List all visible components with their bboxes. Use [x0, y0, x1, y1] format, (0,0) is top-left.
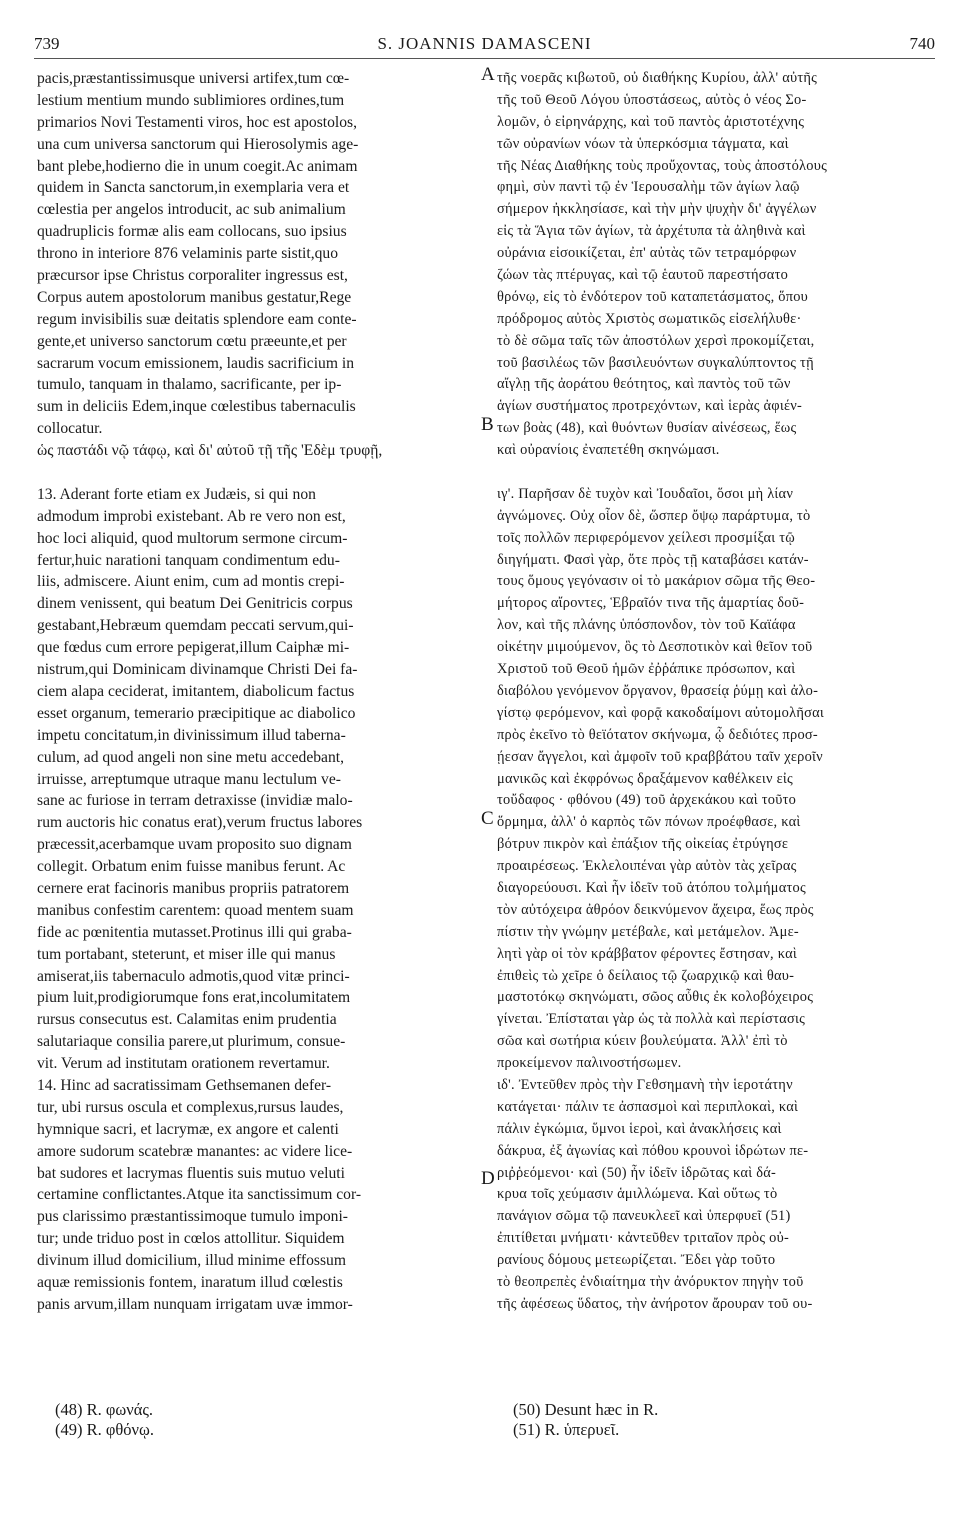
running-title: S. JOANNIS DAMASCENI: [377, 34, 592, 53]
text-line: collocatur.: [37, 420, 103, 438]
section-marker-b: B: [481, 414, 494, 435]
footnote: (51) R. ὑπερυεῖ.: [513, 1420, 620, 1439]
text-line: βότρυν πικρὸν καὶ ἐπάξιον τῆς οἰκείας ἐτρύγησε: [497, 836, 789, 853]
section-marker-a: A: [481, 64, 495, 85]
latin-column: [37, 68, 473, 1316]
text-line: pium luit,prodigiorumque fons erat,incolumitatem: [37, 989, 351, 1007]
text-line: διαγορεύουσι. Καὶ ἦν ἰδεῖν τοῦ ἀτόπου τολμήματος: [497, 879, 806, 896]
text-line: μαστοτόκῳ σκηνώματι, σῶος αὖθις ἐκ κολοβόχειρος: [497, 989, 814, 1006]
text-line: Χριστοῦ τοῦ Θεοῦ ἡμῶν ἐῤῥάπικε πρόσωπον, καὶ: [497, 661, 796, 678]
text-line: tur; unde triduo post in cœlos attollitur. Siquidem: [37, 1230, 345, 1248]
text-line: οἰκέτην μιμούμενον, ὃς τὸ Δεσποτικὸν καὶ θεῖον τοῦ: [497, 639, 813, 656]
text-line: irruisse, arreptumque utraque manu lectulum ve-: [37, 770, 341, 788]
page-header: [34, 34, 935, 59]
text-line: gestabant,Hebræum quemdam peccati servum,qui-: [37, 617, 354, 635]
page-number-right: 740: [909, 34, 935, 53]
text-line: εἰς τὰ Ἅγια τῶν ἁγίων, τὰ ἀρχέτυπα τὰ ἀληθινὰ καὶ: [497, 223, 806, 240]
text-line: panis arvum,illam nunquam irrigatam uvæ immor-: [37, 1295, 353, 1313]
text-line: ἀγνώμονες. Οὐχ οἷον δὲ, ὥσπερ ὄψῳ παράρτυμα, τὸ: [497, 507, 811, 524]
text-line: δάκρυα, ἐξ ἀγωνίας καὶ πόθου κρουνοὶ ἱδρώτων πε-: [497, 1142, 809, 1159]
text-line: pacis,præstantissimusque universi artifex,tum cœ-: [37, 70, 350, 87]
text-line: tur, ubi rursus oscula et complexus,rursus laudes,: [37, 1098, 344, 1116]
text-line: κατάγεται· πάλιν τε ἀσπασμοὶ καὶ περιπλοκαὶ, καὶ: [497, 1098, 799, 1115]
text-line: ἁγίων συστήματος προτρεχόντων, καὶ ἱερὰς ἀφιέν-: [497, 398, 803, 415]
text-line: τῆς τοῦ Θεοῦ Λόγου ὑποστάσεως, αὐτὸς ὁ νέος Σο-: [497, 91, 807, 108]
text-line: tumulo, tanquam in thalamo, sacrificante, per ip-: [37, 376, 342, 394]
text-line: προκείμενον παλινοστήσωμεν.: [497, 1055, 682, 1072]
footnote: (49) R. φθόνῳ.: [55, 1420, 154, 1439]
page-number-left: 739: [34, 34, 60, 53]
text-line: salutariaque consilia parere,ut plurimum, consue-: [37, 1033, 346, 1051]
text-line: ιγ'. Παρῆσαν δὲ τυχὸν καὶ Ἰουδαῖοι, ὅσοι μὴ λίαν: [497, 485, 794, 502]
text-line: ciem alapa ceciderat, imitantem, diabolicum factus: [37, 682, 355, 700]
text-line: πανάγιον σῶμα τῷ πανευκλεεῖ καὶ ὑπερφυεῖ (51): [497, 1208, 791, 1225]
text-line: μανικῶς καὶ ἐκφρόνως δραξάμενον καθέλκειν εἰς: [497, 770, 793, 787]
text-line: hymnique sacri, et lacrymæ, ex angore et calenti: [37, 1120, 339, 1138]
footnotes-right: [513, 1400, 658, 1440]
text-line: fide ac pœnitentia mutasset.Protinus illi qui graba-: [37, 923, 352, 941]
text-line: τὸ θεοπρεπὲς ἐνδιαίτημα τὴν ἀνόρυκτον πηγὴν τοῦ: [497, 1273, 804, 1290]
text-line: esset organum, temerario præcipitique ac diabolico: [37, 704, 356, 722]
text-line: aquæ remissionis fontem, inaratum illud cœlestis: [37, 1273, 343, 1291]
text-line: liis, admiscere. Aiunt enim, cum ad montis crepi-: [37, 573, 345, 591]
text-line: λητὶ γὰρ οἱ τὸν κράββατον φέροντες ἔστησαν, καὶ: [497, 945, 798, 962]
text-line: πρόδρομος αὐτὸς Χριστὸς σωματικῶς εἰσελήλυθε·: [497, 310, 802, 327]
text-line: quadruplicis formæ alis eam collocans, suo ipsius: [37, 223, 347, 241]
text-line: vit. Verum ad institutam orationem revertamur.: [37, 1055, 330, 1073]
text-line: οὐράνια εἰσοικίζεται, ἐπ' αὐτὰς τῶν τετραμόρφων: [497, 245, 797, 262]
text-line: sacrarum vocum emissionem, laudis sacrificium in: [37, 354, 354, 372]
text-line: regum invisibilis suæ deitatis splendore eam conte-: [37, 310, 357, 328]
text-line: amiserat,iis tabernaculo admotis,quod vitæ princi-: [37, 967, 350, 985]
text-line: τους ὅμους γεγόνασιν οἱ τὸ μακάριον σῶμα τῆς Θεο-: [497, 573, 816, 590]
text-line: διαβόλου γενόμενον ὄργανον, θρασείᾳ ῥύμῃ καὶ ἀλο-: [497, 682, 819, 699]
text-line: admodum improbi existebant. Ab re vero non est,: [37, 507, 346, 525]
footnote: (50) Desunt hæc in R.: [513, 1400, 659, 1419]
text-line: διηγήματι. Φασὶ γὰρ, ὅτε πρὸς τῇ καταβάσει κατάν-: [497, 551, 809, 568]
text-line: ζώων τὰς πτέρυγας, καὶ τῷ ἑαυτοῦ παρεστήσατο: [497, 267, 789, 284]
text-line: nistrum,qui Dominicam divinamque Christi Dei fa-: [37, 661, 358, 679]
text-line: των βοὰς (48), καὶ θυόντων θυσίαν αἰνέσεως, ἕως: [497, 420, 797, 437]
text-line: rursus consecutus est. Calamitas enim prudentia: [37, 1011, 337, 1029]
text-line: σῶα καὶ σωτήρια κύειν βουλεύματα. Ἀλλ' ἐπὶ τὸ: [497, 1033, 788, 1050]
text-line: ῄεσαν ἄγγελοι, καὶ ἀμφοῖν τοῦ κραββάτου ταῖν χεροῖν: [497, 748, 823, 765]
text-line: τοὔδαφος · φθόνου (49) τοῦ ἀρχεκάκου καὶ τοῦτο: [497, 792, 797, 809]
text-line: τῆς νοερᾶς κιβωτοῦ, οὐ διαθήκης Κυρίου, ἀλλ' αὐτῆς: [497, 70, 818, 86]
text-line: gente,et universo sanctorum cœtu præeunte,et per: [37, 332, 347, 350]
text-line: cœlestia per angelos introducit, ac sub animalium: [37, 201, 346, 219]
text-line: collegit. Orbatum enim fuisse manibus ferunt. Ac: [37, 858, 346, 876]
footnote: (48) R. φωνάς.: [55, 1400, 154, 1419]
text-line: γίστῳ φερόμενον, καὶ φορᾷ κακοδαίμονι αὐτομολῆσαι: [497, 704, 825, 721]
text-line: lestium mentium mundo sublimiores ordines,tum: [37, 91, 345, 109]
text-line: primarios Novi Testamenti viros, hoc est apostolos,: [37, 113, 357, 131]
footnotes-left: [55, 1400, 154, 1440]
text-line: culum, ad quod angeli non sine metu accedebant,: [37, 748, 345, 766]
text-line: γίνεται. Ἐπίσταται γὰρ ὡς τὰ πολλὰ καὶ περίστασις: [497, 1011, 806, 1028]
text-line: ἐπιτίθεται μνήματι· κἀντεῦθεν τριταῖον πρὸς οὐ-: [497, 1230, 790, 1247]
text-line: præcessit,acerbamque uvam proposito suo dignam: [37, 836, 352, 854]
text-line: amore sudorum scatebræ manantes: ac videre lice-: [37, 1142, 353, 1160]
text-line: τοῖς πολλῶν περιφερόμενον χείλεσι προσμίξαι τῷ: [497, 529, 795, 546]
text-line: 14. Hinc ad sacratissimam Gethsemanen defer-: [37, 1076, 332, 1094]
text-line: πάλιν ἐγκώμια, ὕμνοι ἱεροὶ, καὶ ἀνακλήσεις καὶ: [497, 1120, 782, 1137]
text-line: sum in deliciis Edem,inque cœlestibus tabernaculis: [37, 398, 356, 416]
text-line: 13. Aderant forte etiam ex Judæis, si qui non: [37, 485, 316, 503]
text-line: τῶν οὐρανίων νόων τὰ ὑπερκόσμια τάγματα, καὶ: [497, 135, 789, 152]
text-line: τὸν αὐτόχειρα ἀθρόον δεικνύμενον ἄχειρα, ἕως πρὸς: [497, 901, 814, 918]
text-line: Corpus autem apostolorum manibus gestatur,Rege: [37, 288, 352, 306]
text-line: φημὶ, σὺν παντὶ τῷ ἐν Ἱερουσαλὴμ τῶν ἁγίων λαῷ: [497, 179, 800, 196]
text-line: ιδ'. Ἐντεῦθεν πρὸς τὴν Γεθσημανὴ τὴν ἱεροτάτην: [497, 1076, 793, 1093]
text-line: manibus confestim carentem: quoad mentem suam: [37, 901, 354, 919]
text-line: μήτορος αἴροντες, Ἑβραῖόν τινα τῆς ἁμαρτίας δοῦ-: [497, 595, 805, 612]
text-line: præcursor ipse Christus corporaliter ingressus est,: [37, 267, 348, 285]
text-line: una cum universa sanctorum qui Hierosolymis age-: [37, 135, 359, 153]
text-line: ὅρμημα, ἀλλ' ὁ καρπὸς τῶν πόνων προέφθασε, καὶ: [497, 814, 801, 831]
text-line: throno in interiore 876 velaminis parte sistit,quo: [37, 245, 338, 263]
text-line: certamine conflictantes.Atque ita sanctissimum cor-: [37, 1186, 362, 1204]
text-line: bant plebe,hodierno die in unum coegit.Ac animam: [37, 157, 358, 175]
text-line: impetu concitatum,in divinissimum illud taberna-: [37, 726, 346, 744]
section-marker-c: C: [481, 808, 494, 829]
text-line: καὶ οὐρανίοις ἐναπετέθη σκηνώμασι.: [497, 442, 720, 459]
text-line: τῆς Νέας Διαθήκης τοὺς προὔχοντας, τοὺς ἀποστόλους: [497, 157, 828, 174]
text-line: τῆς ἀφέσεως ὕδατος, τὴν ἀνήροτον ἄρουραν τοῦ ου-: [497, 1295, 813, 1312]
text-line: λομῶν, ὁ εἰρηνάρχης, καὶ τοῦ παντὸς ἀριστοτέχνης: [497, 113, 805, 130]
text-line: hoc loci aliquid, quod multorum sermone circum-: [37, 529, 348, 547]
text-line: πρὸς ἐκεῖνο τὸ θεϊότατον σκήνωμα, ᾧ δεδιότες προσ-: [497, 726, 818, 743]
text-line: dinem venissent, qui beatum Dei Genitricis corpus: [37, 595, 353, 613]
text-line: προαιρέσεως. Ἐκλελοιπέναι γὰρ αὐτὸν τὰς χεῖρας: [497, 858, 797, 875]
text-line: bat sudores et lacrymas fluentis suis mutuo veluti: [37, 1164, 345, 1182]
text-line: quidem in Sancta sanctorum,in exemplaria vera et: [37, 179, 350, 197]
text-line: τοῦ βασιλέως τῶν βασιλευόντων συγκαλύπτοντος τῇ: [497, 354, 814, 371]
text-line: κρυα τοῖς χεύμασιν ἁμιλλώμενα. Καὶ οὕτως τὸ: [497, 1186, 778, 1203]
text-line: ἐπιθεὶς τὼ χεῖρε ὁ δείλαιος τῷ ζωαρχικῷ καὶ θαυ-: [497, 967, 795, 984]
text-line: αἴγλῃ τῆς ἀοράτου θεότητος, καὶ παντὸς τοῦ τῶν: [497, 376, 791, 393]
text-line: σήμερον ἠκκλησίασε, καὶ τὴν μὴν ψυχὴν δι' ἀγγέλων: [497, 201, 817, 218]
text-line: pus clarissimo præstantissimoque tumulo imponi-: [37, 1208, 348, 1226]
text-line: πίστιν τὴν γνώμην μετέβαλε, καὶ μετάμελον. Ἀμε-: [497, 923, 799, 940]
text-line: divinum illud domicilium, illud minime effossum: [37, 1252, 346, 1270]
text-line: λον, καὶ τῆς πλάνης ὑπόσπονδον, τὸν τοῦ Καϊάφα: [497, 617, 796, 634]
text-line: [37, 462, 473, 484]
text-line: tum portabant, steterunt, et miser ille qui manus: [37, 945, 336, 963]
text-line: que fœdus cum errore pepigerat,illum Caiphæ mi-: [37, 639, 350, 657]
greek-column: [497, 68, 933, 1316]
text-line: rum auctoris hic conatus erat),verum fructus labores: [37, 814, 363, 832]
text-line: τὸ δὲ σῶμα ταῖς τῶν ἀποστόλων χερσὶ προκομίζεται,: [497, 332, 815, 349]
text-line: ρανίους δόμους μετεωρίζεται. Ἔδει γὰρ τοῦτο: [497, 1252, 776, 1269]
text-line: [497, 462, 933, 484]
text-line: ὡς παστάδι νῷ τάφῳ, καὶ δι' αὐτοῦ τῇ τῆς 'Εδὲμ τρυφῇ,: [37, 442, 383, 460]
text-line: cernere erat facinoris manibus propriis patratorem: [37, 879, 350, 897]
text-line: ριῤῥεόμενοι· καὶ (50) ἦν ἰδεῖν ἱδρῶτας καὶ δά-: [497, 1164, 777, 1181]
text-line: θρόνῳ, εἰς τὸ ἐνδότερον τοῦ καταπετάσματος, ὅπου: [497, 288, 809, 305]
section-marker-d: D: [481, 1168, 495, 1189]
text-line: fertur,huic narationi tanquam condimentum edu-: [37, 551, 340, 569]
text-line: sane ac furiose in terram detraxisse (invidiæ malo-: [37, 792, 353, 810]
